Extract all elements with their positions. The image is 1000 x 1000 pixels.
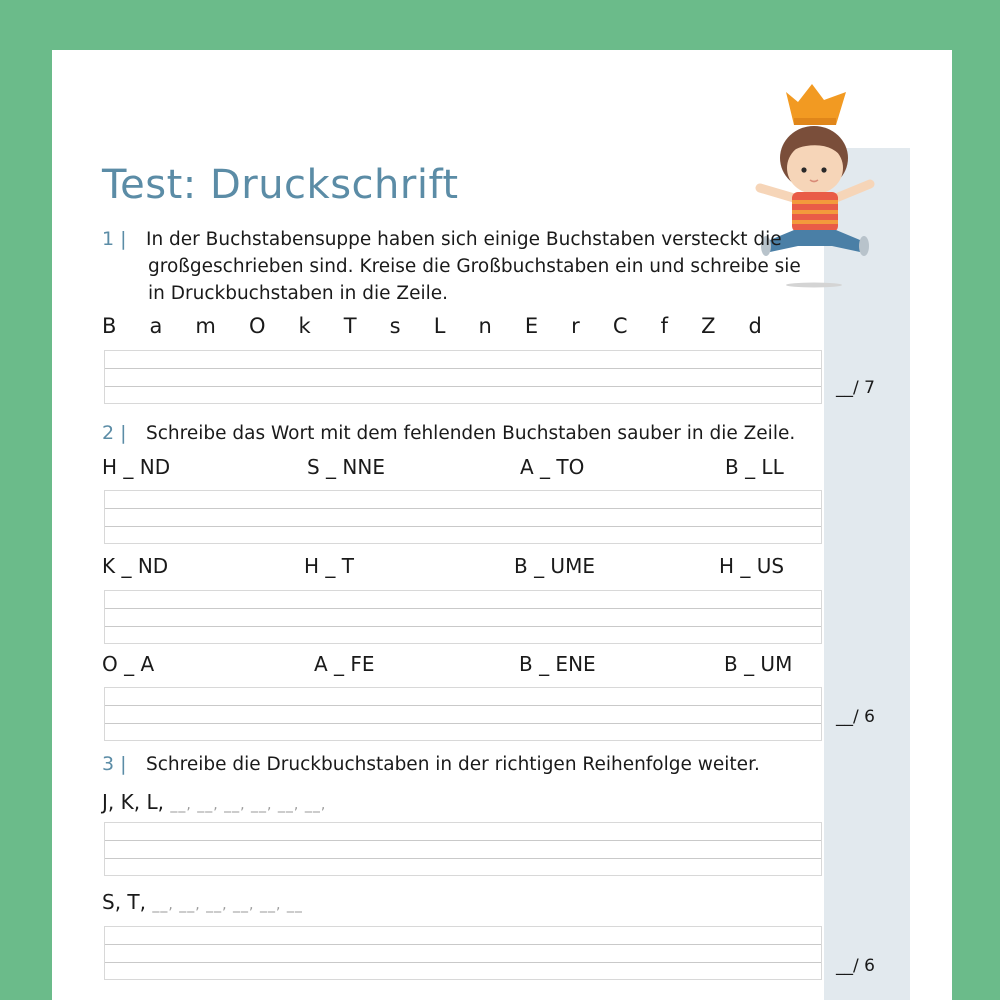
letter-soup (102, 314, 762, 338)
task-3-score: __/ 6 (836, 956, 875, 976)
word-gap: B _ UME (514, 554, 595, 578)
task-3-instruction: Schreibe die Druckbuchstaben in der richtigen Reihenfolge weiter. (146, 754, 760, 775)
letter[interactable]: O (248, 314, 266, 338)
task-3-number: 3 | (102, 753, 127, 775)
letter[interactable]: Z (701, 314, 716, 338)
word-gap: B _ LL (725, 455, 784, 479)
task-1-instruction-line-2: großgeschrieben sind. Kreise die Großbuchstaben ein und schreibe sie (148, 256, 801, 277)
worksheet-page (52, 50, 952, 1000)
word-gap: H _ T (304, 554, 354, 578)
word-gap: S _ NNE (307, 455, 385, 479)
letter[interactable]: a (149, 314, 163, 338)
task-1-instruction-line-1: In der Buchstabensuppe haben sich einige Buchstaben versteckt die (146, 229, 782, 250)
task-1-instruction-line-3: in Druckbuchstaben in die Zeile. (148, 283, 449, 304)
word-gap: O _ A (102, 652, 155, 676)
word-gap: B _ ENE (519, 652, 596, 676)
letter[interactable]: n (478, 314, 492, 338)
word-gap: H _ ND (102, 455, 171, 479)
letter[interactable]: f (660, 314, 669, 338)
letter[interactable]: d (748, 314, 762, 338)
sequence-given: S, T, (102, 890, 146, 914)
letter[interactable]: k (298, 314, 311, 338)
letter-sequence-1 (102, 790, 326, 814)
word-gap: A _ TO (520, 455, 585, 479)
letter[interactable]: T (343, 314, 357, 338)
letter[interactable]: m (195, 314, 216, 338)
writing-lines[interactable] (104, 350, 822, 404)
sequence-blanks: __, __, __, __, __, __, (170, 797, 327, 813)
letter[interactable]: E (524, 314, 539, 338)
writing-lines[interactable] (104, 490, 822, 544)
page-title: Test: Druckschrift (102, 162, 459, 208)
task-1-score: __/ 7 (836, 378, 875, 398)
letter[interactable]: C (612, 314, 628, 338)
task-2-score: __/ 6 (836, 707, 875, 727)
letter[interactable]: B (102, 314, 117, 338)
letter[interactable]: r (571, 314, 580, 338)
sequence-given: J, K, L, (102, 790, 164, 814)
letter[interactable]: L (433, 314, 446, 338)
writing-lines[interactable] (104, 687, 822, 741)
letter-sequence-2 (102, 890, 303, 914)
word-gap: H _ US (719, 554, 785, 578)
writing-lines[interactable] (104, 926, 822, 980)
writing-lines[interactable] (104, 590, 822, 644)
letter[interactable]: s (389, 314, 401, 338)
word-gap: K _ ND (102, 554, 169, 578)
sequence-blanks: __, __, __, __, __, __ (152, 897, 303, 913)
writing-lines[interactable] (104, 822, 822, 876)
task-1-number: 1 | (102, 228, 127, 250)
word-gap: A _ FE (314, 652, 375, 676)
word-gap: B _ UM (724, 652, 793, 676)
task-2-instruction: Schreibe das Wort mit dem fehlenden Buchstaben sauber in die Zeile. (146, 423, 796, 444)
task-2-number: 2 | (102, 422, 127, 444)
